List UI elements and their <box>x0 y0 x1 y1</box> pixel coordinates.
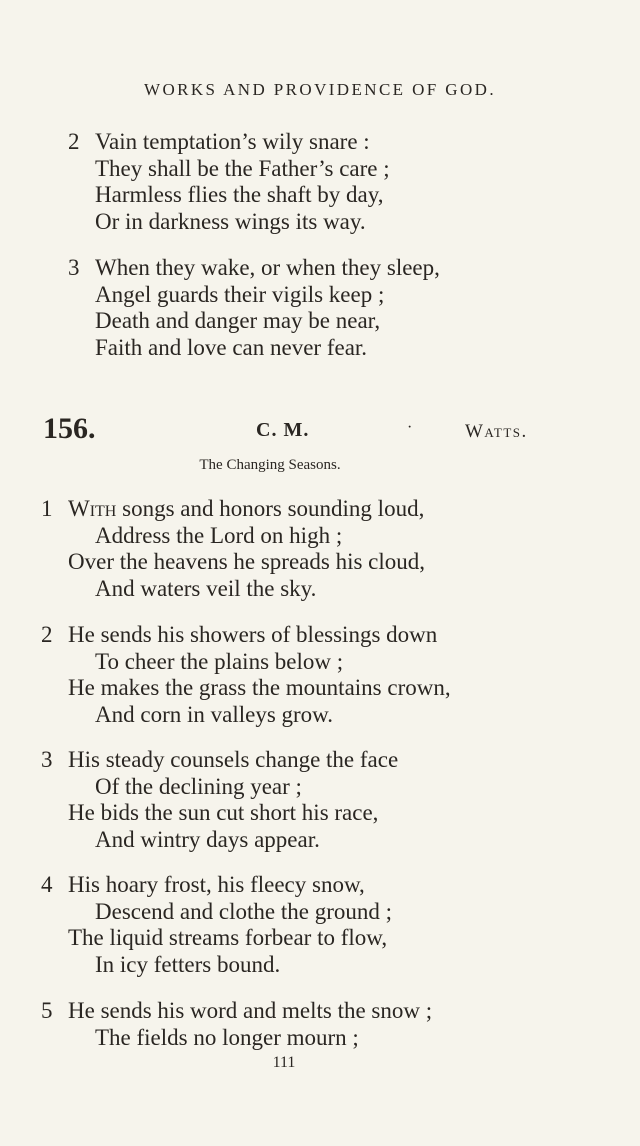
verse-line: And waters veil the sky. <box>95 575 317 601</box>
verse-line: His hoary frost, his fleecy snow, <box>68 872 365 897</box>
stanza-number: 5 <box>41 998 53 1023</box>
running-header: WORKS AND PROVIDENCE OF GOD. <box>144 80 496 99</box>
stanza-number: 3 <box>41 747 53 772</box>
verse-line: songs and honors sounding loud, <box>122 496 425 521</box>
hymn-title-text: The Changing Seasons. <box>199 457 341 473</box>
stanza-1 <box>41 496 425 602</box>
verse-line: And wintry days appear. <box>95 826 320 852</box>
verse-line: Or in darkness wings its way. <box>95 208 366 234</box>
verse-line: Vain temptation’s wily snare : <box>95 129 370 154</box>
verse-line: To cheer the plains below ; <box>95 648 344 674</box>
verse-line: Angel guards their vigils keep ; <box>95 281 385 307</box>
stanza-5 <box>41 998 432 1051</box>
stanza-4 <box>41 872 392 978</box>
verse-line: Harmless flies the shaft by day, <box>95 182 384 207</box>
stanza-number: 1 <box>41 496 53 521</box>
page-number: 111 <box>272 1054 296 1071</box>
stanza-3 <box>41 747 398 853</box>
verse-line: And corn in valleys grow. <box>95 701 334 727</box>
stanza-prev-2 <box>68 129 390 235</box>
verse-line: He sends his word and melts the snow ; <box>68 998 433 1023</box>
verse-line: He bids the sun cut short his race, <box>68 800 379 825</box>
hymn-number: 156. <box>43 412 96 445</box>
verse-line: His steady counsels change the face <box>68 747 399 772</box>
verse-line: The fields no longer mourn ; <box>95 1024 359 1050</box>
verse-line: He sends his showers of blessings down <box>68 622 438 647</box>
hymn-title <box>0 457 540 474</box>
verse-line: Address the Lord on high ; <box>95 522 343 548</box>
first-word: With <box>68 496 117 521</box>
hymn-meter: C. M. <box>256 419 310 441</box>
stanza-2 <box>41 622 451 728</box>
stanza-number: 2 <box>41 622 53 647</box>
verse-line: In icy fetters bound. <box>95 951 281 977</box>
verse-line: Over the heavens he spreads his cloud, <box>68 549 426 574</box>
verse-line: When they wake, or when they sleep, <box>95 255 440 280</box>
verse-line: Death and danger may be near, <box>95 308 381 333</box>
stanza-number: 3 <box>68 255 80 280</box>
verse-line: Of the declining year ; <box>95 773 302 799</box>
stanza-number: 2 <box>68 129 80 154</box>
verse-line: They shall be the Father’s care ; <box>95 155 390 181</box>
separator: · <box>407 419 413 436</box>
hymn-author: Watts. <box>465 421 528 442</box>
hymn-heading <box>0 412 640 452</box>
stanza-number: 4 <box>41 872 53 897</box>
verse-line: The liquid streams forbear to flow, <box>68 925 388 950</box>
verse-line: Faith and love can never fear. <box>95 334 368 360</box>
verse-line: He makes the grass the mountains crown, <box>68 675 451 700</box>
verse-line: Descend and clothe the ground ; <box>95 898 392 924</box>
stanza-prev-3 <box>68 255 440 361</box>
